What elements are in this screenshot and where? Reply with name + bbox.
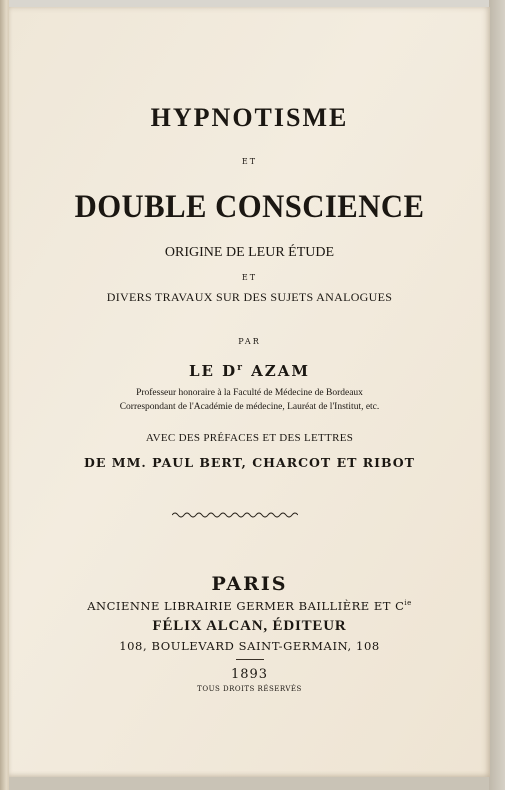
conjunction-et-1: ET — [241, 157, 258, 166]
author-credentials-2: Correspondant de l'Académie de médecine, Lauréat de l'Institut, etc. — [119, 402, 380, 412]
subtitle-origin: ORIGINE DE LEUR ÉTUDE — [164, 245, 335, 260]
book-title: HYPNOTISME — [150, 103, 349, 132]
author-prefix: LE D — [188, 362, 238, 380]
former-publisher-name: ANCIENNE LIBRAIRIE GERMER BAILLIÈRE ET C — [87, 599, 405, 613]
former-publisher — [9, 599, 490, 613]
subtitle-works: DIVERS TRAVAUX SUR DES SUJETS ANALOGUES — [106, 290, 393, 304]
publisher-address: 108, BOULEVARD SAINT-GERMAIN, 108 — [119, 639, 380, 653]
book-title-second: DOUBLE CONSCIENCE — [74, 189, 425, 225]
author-line — [9, 362, 490, 380]
publication-year: 1893 — [230, 667, 269, 682]
divider-rule — [236, 659, 264, 660]
contributors-line: DE MM. PAUL BERT, CHARCOT ET RIBOT — [84, 455, 415, 470]
by-label: PAR — [238, 337, 261, 346]
author-prefix-superscript: r — [237, 363, 244, 373]
author-credentials-1: Professeur honoraire à la Faculté de Médecine de Bordeaux — [136, 388, 363, 398]
publisher-name: FÉLIX ALCAN, ÉDITEUR — [152, 618, 347, 634]
background-right — [489, 0, 505, 790]
rights-notice: TOUS DROITS RÉSERVÉS — [197, 685, 302, 693]
conjunction-et-2: ET — [241, 273, 258, 282]
prefaces-line: AVEC DES PRÉFACES ET DES LETTRES — [145, 432, 354, 444]
wavy-ornament-divider — [172, 511, 298, 519]
author-name: AZAM — [251, 362, 311, 380]
book-gutter — [0, 0, 9, 790]
imprint-city: PARIS — [211, 573, 288, 595]
former-publisher-superscript: ie — [404, 599, 412, 608]
